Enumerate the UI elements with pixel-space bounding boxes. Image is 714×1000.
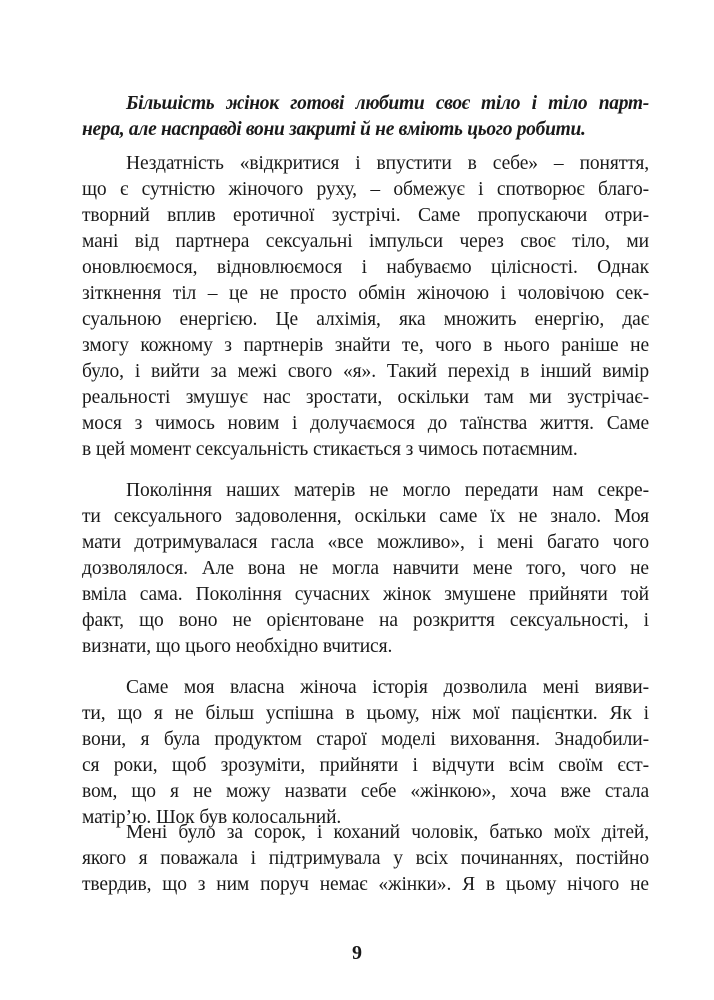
text-line: творний вплив еротичної зустрічі. Саме пропускаючи отри- xyxy=(82,205,649,226)
text-line: що є сутністю жіночого руху, – обмежує і спотворює благо- xyxy=(82,179,649,200)
text-line: мати дотримувалася гасла «все можливо», і мені багато чого xyxy=(82,532,649,553)
paragraph xyxy=(82,151,649,463)
italic-lead-paragraph xyxy=(82,91,649,143)
paragraph xyxy=(82,478,649,660)
text-line: реальності змушує нас зростати, оскільки там ми зустрічає- xyxy=(82,387,649,408)
text-line: Більшість жінок готові любити своє тіло і тіло парт- xyxy=(126,93,649,114)
text-line: ся роки, щоб зрозуміти, прийняти і відчути всім своїм єст- xyxy=(82,755,649,776)
text-line: мані від партнера сексуальні імпульси через своє тіло, ми xyxy=(82,231,649,252)
text-line: дозволялося. Але вона не могла навчити мене того, чого не xyxy=(82,558,649,579)
text-line: ти сексуального задоволення, оскільки саме їх не знало. Моя xyxy=(82,506,649,527)
text-line: зіткнення тіл – це не просто обмін жіночою і чоловічою сек- xyxy=(82,283,649,304)
text-line: ти, що я не більш успішна в цьому, ніж мої пацієнтки. Як і xyxy=(82,703,649,724)
text-line: якого я поважала і підтримувала у всіх починаннях, постійно xyxy=(82,848,649,869)
text-line: Нездатність «відкритися і впустити в себе» – поняття, xyxy=(126,153,649,174)
text-line: в цей момент сексуальність стикається з чимось потаємним. xyxy=(82,439,578,460)
text-line: нера, але насправді вони закриті й не вміють цього робити. xyxy=(82,119,586,140)
text-line: твердив, що з ним поруч немає «жінки». Я в цьому нічого не xyxy=(82,874,649,895)
text-line: Покоління наших матерів не могло передати нам секре- xyxy=(126,480,649,501)
text-line: вміла сама. Покоління сучасних жінок змушене прийняти той xyxy=(82,584,649,605)
text-line: Мені було за сорок, і коханий чоловік, батько моїх дітей, xyxy=(126,822,649,843)
text-line: оновлюємося, відновлюємося і набуваємо цілісності. Однак xyxy=(82,257,649,278)
text-line: було, і вийти за межі свого «я». Такий перехід в інший вимір xyxy=(82,361,649,382)
text-line: суальною енергією. Це алхімія, яка множить енергію, дає xyxy=(82,309,649,330)
text-line: матір’ю. Шок був колосальний. xyxy=(82,807,342,828)
paragraph xyxy=(82,675,649,831)
text-line: визнати, що цього необхідно вчитися. xyxy=(82,636,393,657)
text-line: Саме моя власна жіноча історія дозволила мені вияви- xyxy=(126,677,649,698)
text-line: змогу кожному з партнерів знайти те, чого в нього раніше не xyxy=(82,335,649,356)
page-number: 9 xyxy=(352,942,362,964)
text-line: вони, я була продуктом старої моделі виховання. Знадобили- xyxy=(82,729,649,750)
text-line: мося з чимось новим і долучаємося до таїнства життя. Саме xyxy=(82,413,649,434)
text-line: вом, що я не можу назвати себе «жінкою», хоча вже стала xyxy=(82,781,649,802)
text-line: факт, що воно не орієнтоване на розкриття сексуальності, і xyxy=(82,610,649,631)
paragraph xyxy=(82,820,649,898)
